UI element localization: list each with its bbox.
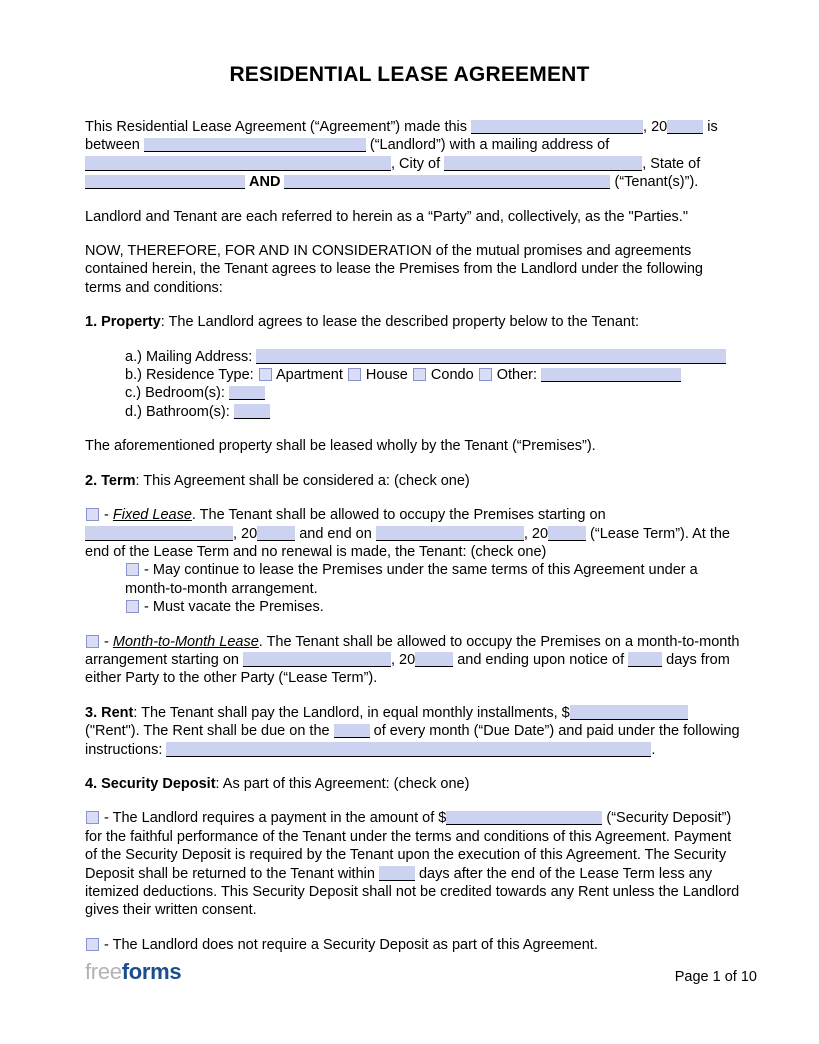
apartment-checkbox[interactable] bbox=[259, 368, 272, 381]
property-item-residence-type bbox=[125, 366, 741, 384]
consideration-paragraph bbox=[85, 242, 741, 297]
text-run: Fixed Lease bbox=[112, 507, 192, 524]
text-run: 3. Rent bbox=[85, 704, 134, 721]
text-run: a.) Mailing Address: bbox=[125, 348, 257, 365]
text-run: Month-to-Month Lease bbox=[112, 633, 259, 650]
text-run: , 20 bbox=[523, 525, 549, 542]
intro-paragraph bbox=[85, 118, 741, 192]
text-run: 1. Property bbox=[85, 314, 161, 331]
security-deposit-required-clause bbox=[85, 809, 744, 919]
logo-text-forms: forms bbox=[121, 959, 182, 984]
landlord-city-blank[interactable] bbox=[444, 156, 642, 171]
text-run: This Residential Lease Agreement (“Agreement”) made this bbox=[85, 119, 472, 135]
text-run: . The Tenant shall be allowed to occupy the Premises on a month-to-month arrangement starting on bbox=[85, 633, 744, 668]
lease-end-date-blank[interactable] bbox=[376, 526, 524, 541]
text-run: . The Tenant shall be allowed to occupy the Premises starting on bbox=[191, 507, 610, 524]
must-vacate-checkbox[interactable] bbox=[126, 600, 139, 613]
mtm-start-year-blank[interactable] bbox=[415, 652, 453, 667]
may-continue-checkbox[interactable] bbox=[126, 563, 139, 576]
security-deposit-amount-blank[interactable] bbox=[446, 811, 602, 826]
agreement-year-blank[interactable] bbox=[667, 120, 703, 135]
other-residence-checkbox[interactable] bbox=[479, 368, 492, 381]
fixed-lease-clause bbox=[85, 506, 741, 561]
text-run: . bbox=[651, 741, 656, 758]
text-run: and ending upon notice of bbox=[453, 651, 629, 668]
text-run: (“Tenant(s)”). bbox=[610, 174, 699, 191]
mtm-start-date-blank[interactable] bbox=[243, 652, 391, 667]
text-run: - The Landlord requires a payment in the amount of $ bbox=[100, 810, 447, 827]
text-run: days after the end of the Lease Term less any itemized deductions. This Security Deposit shall not be credited towards any Rent unless the Landlord gives their written consent. bbox=[85, 865, 744, 919]
house-checkbox[interactable] bbox=[348, 368, 361, 381]
document-body bbox=[85, 118, 744, 954]
text-run: : This Agreement shall be considered a: (check one) bbox=[135, 472, 470, 489]
text-run: Apartment bbox=[272, 367, 347, 384]
text-run: ("Rent"). The Rent shall be due on the bbox=[85, 704, 692, 740]
text-run: : The Tenant shall pay the Landlord, in equal monthly installments, $ bbox=[133, 704, 570, 721]
lease-end-year-blank[interactable] bbox=[548, 526, 586, 541]
notice-days-blank[interactable] bbox=[628, 652, 662, 667]
parties-paragraph bbox=[85, 208, 741, 226]
text-run: , 20 bbox=[643, 119, 668, 135]
text-run: Other: bbox=[492, 367, 542, 384]
text-run: 2. Term bbox=[85, 472, 136, 489]
text-run: (“Security Deposit”) for the faithful performance of the Tenant under the terms and conditions of this Agreement. Payment of the Security Deposit is required by the Tenant upon the execution of this Agreement. The Security Deposit shall be returned to the Tenant within bbox=[85, 810, 736, 882]
month-to-month-clause bbox=[85, 633, 744, 688]
property-item-bedrooms bbox=[125, 384, 741, 402]
text-run: (“Lease Term”). At the end of the Lease Term and no renewal is made, the Tenant: (check one) bbox=[85, 525, 735, 560]
text-run: days from either Party to the other Party (“Lease Term”). bbox=[85, 651, 734, 687]
bathrooms-blank[interactable] bbox=[234, 404, 270, 419]
text-run: c.) Bedroom(s): bbox=[125, 385, 229, 402]
lease-start-date-blank[interactable] bbox=[85, 526, 233, 541]
text-run: Landlord and Tenant are each referred to herein as a “Party” and, collectively, as the "Parties." bbox=[85, 208, 688, 225]
property-address-blank[interactable] bbox=[256, 349, 726, 364]
residence-other-blank[interactable] bbox=[541, 368, 681, 383]
text-run: Condo bbox=[426, 367, 478, 384]
rent-due-day-blank[interactable] bbox=[334, 724, 370, 739]
property-item-bathrooms bbox=[125, 403, 741, 421]
text-run: (“Landlord”) with a mailing address of bbox=[365, 137, 614, 154]
text-run: - May continue to lease the Premises under the same terms of this Agreement under a month-to-month arrangement. bbox=[125, 562, 702, 597]
rent-amount-blank[interactable] bbox=[570, 705, 688, 720]
property-section-heading bbox=[85, 313, 741, 331]
rent-section bbox=[85, 704, 744, 759]
property-item-mailing-address bbox=[125, 348, 741, 366]
tenant-name-blank[interactable] bbox=[284, 175, 610, 190]
term-section-heading bbox=[85, 472, 741, 490]
text-run: , State of bbox=[642, 155, 705, 172]
landlord-address-blank[interactable] bbox=[85, 156, 391, 171]
text-run: - bbox=[100, 507, 113, 524]
condo-checkbox[interactable] bbox=[413, 368, 426, 381]
security-deposit-heading bbox=[85, 775, 741, 793]
freeforms-logo bbox=[85, 959, 181, 985]
text-run: - The Landlord does not require a Security Deposit as part of this Agreement. bbox=[100, 936, 598, 953]
agreement-date-blank[interactable] bbox=[471, 120, 643, 135]
premises-paragraph bbox=[85, 437, 741, 455]
page-title: RESIDENTIAL LEASE AGREEMENT bbox=[229, 63, 590, 86]
bedrooms-blank[interactable] bbox=[229, 386, 265, 401]
fixed-lease-checkbox[interactable] bbox=[86, 508, 99, 521]
text-run: and end on bbox=[295, 525, 376, 542]
text-run: of every month (“Due Date”) and paid under the following instructions: bbox=[85, 723, 744, 758]
logo-text-free: free bbox=[85, 959, 122, 984]
text-run: , 20 bbox=[233, 525, 258, 542]
page-number: Page 1 of 10 bbox=[674, 969, 757, 985]
lease-start-year-blank[interactable] bbox=[257, 526, 295, 541]
security-deposit-not-required-clause bbox=[85, 936, 741, 954]
text-run: The aforementioned property shall be leased wholly by the Tenant (“Premises”). bbox=[85, 438, 596, 455]
no-security-deposit-checkbox[interactable] bbox=[86, 938, 99, 951]
text-run: , 20 bbox=[390, 651, 416, 668]
payment-instructions-blank[interactable] bbox=[166, 742, 651, 757]
text-run: , City of bbox=[391, 155, 445, 172]
text-run: NOW, THEREFORE, FOR AND IN CONSIDERATION of the mutual promises and agreements contained herein, the Tenant agrees to lease the Premises from the Landlord under the following terms and conditions: bbox=[85, 243, 708, 296]
text-run: AND bbox=[249, 174, 281, 191]
landlord-name-blank[interactable] bbox=[144, 138, 366, 153]
month-to-month-checkbox[interactable] bbox=[86, 635, 99, 648]
landlord-state-blank[interactable] bbox=[85, 175, 245, 190]
text-run: - Must vacate the Premises. bbox=[140, 599, 324, 616]
text-run: b.) Residence Type: bbox=[125, 367, 258, 384]
fixed-lease-option-vacate bbox=[125, 598, 741, 616]
text-run: - bbox=[100, 633, 113, 650]
fixed-lease-option-continue bbox=[125, 561, 741, 598]
text-run: d.) Bathroom(s): bbox=[125, 403, 234, 420]
text-run: 4. Security Deposit bbox=[85, 775, 216, 792]
text-run: House bbox=[361, 367, 412, 384]
security-deposit-required-checkbox[interactable] bbox=[86, 811, 99, 824]
text-run: : As part of this Agreement: (check one) bbox=[215, 775, 470, 792]
deposit-return-days-blank[interactable] bbox=[379, 866, 415, 881]
text-run: is between bbox=[85, 119, 722, 154]
text-run: : The Landlord agrees to lease the described property below to the Tenant: bbox=[160, 314, 640, 331]
